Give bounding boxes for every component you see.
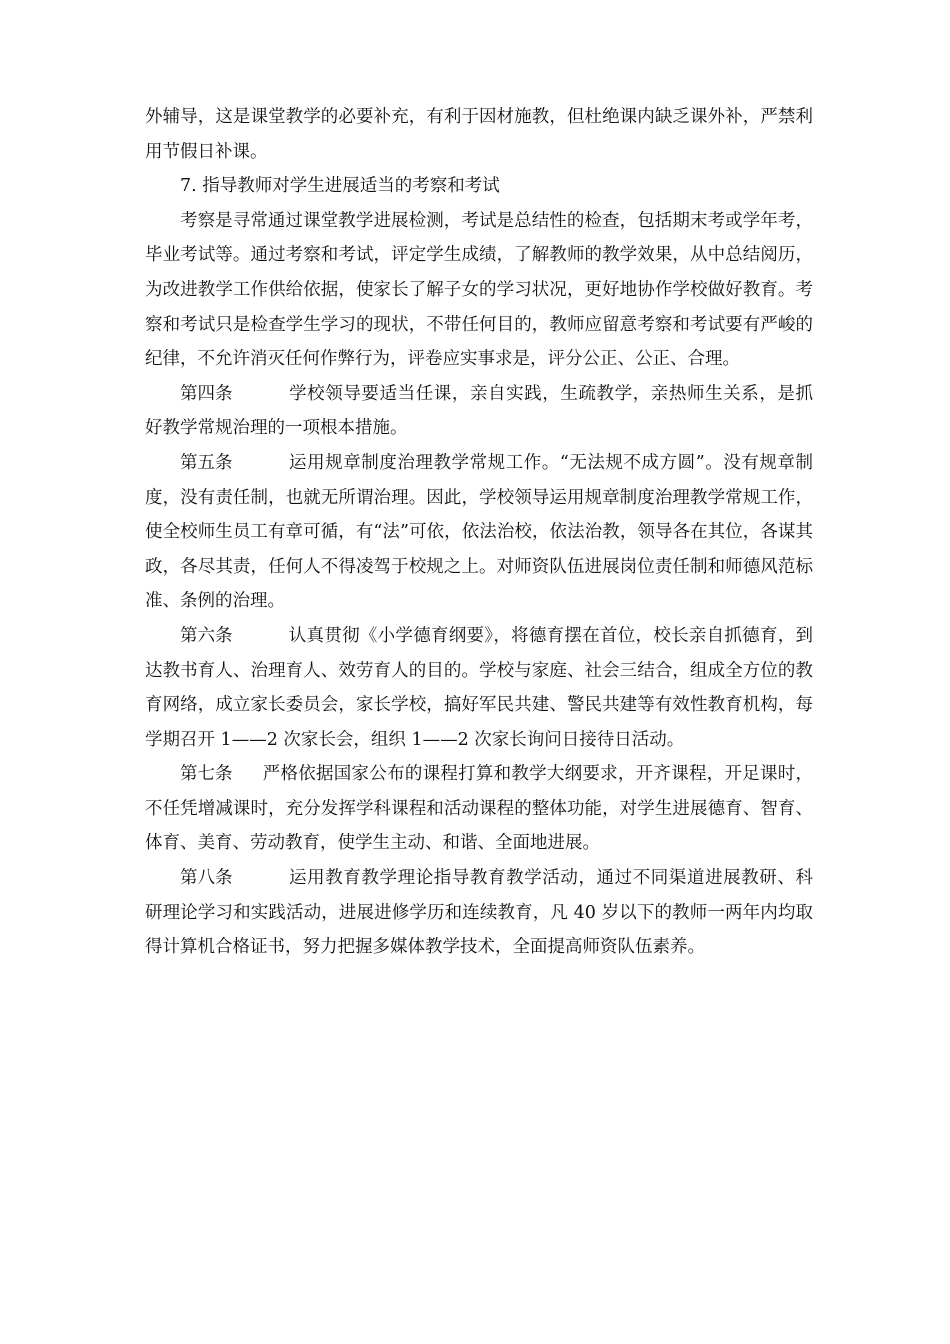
- article-number: 第七条: [180, 764, 233, 785]
- article-8: [145, 861, 813, 965]
- article-4: [145, 377, 813, 446]
- section-heading-7: [145, 169, 813, 204]
- paragraph-assessment: [145, 204, 813, 377]
- paragraph-text: 外辅导，这是课堂教学的必要补充，有利于因材施教，但杜绝课内缺乏课外补，严禁利用节假日补课。: [145, 107, 813, 162]
- article-6: [145, 619, 813, 757]
- paragraph-text: 学校领导要适当任课，亲自实践，生疏教学，亲热师生关系，是抓好教学常规治理的一项根本措施。: [145, 383, 813, 439]
- paragraph-text: 考察是寻常通过课堂教学进展检测，考试是总结性的检查，包括期末考或学年考，毕业考试等。通过考察和考试，评定学生成绩，了解教师的教学效果，从中总结阅历，为改进教学工作供给依据，使家长了解子女的学习状况，更好地协作学校做好教育。考察和考试只是检查学生学习的现状，不带任何目的，教师应留意考察和考试要有严峻的纪律，不允许消灭任何作弊行为，评卷应实事求是，评分公正、公正、合理。: [145, 210, 813, 370]
- paragraph-text: 运用规章制度治理教学常规工作。“无法规不成方圆”。没有规章制度，没有责任制，也就无所谓治理。因此，学校领导运用规章制度治理教学常规工作，使全校师生员工有章可循，有“法”可依，依法治校，依法治教，领导各在其位，各谋其政，各尽其责，任何人不得凌驾于校规之上。对师资队伍进展岗位责任制和师德风范标准、条例的治理。: [145, 452, 813, 612]
- article-5: [145, 446, 813, 619]
- paragraph-text: 运用教育教学理论指导教育教学活动，通过不同渠道进展教研、科研理论学习和实践活动，进展进修学历和连续教育，凡 40 岁以下的教师一两年内均取得计算机合格证书，努力把握多媒体教学技术，全面提高师资队伍素养。: [145, 868, 813, 958]
- article-number: 第六条: [180, 625, 233, 646]
- paragraph-text: 7. 指导教师对学生进展适当的考察和考试: [180, 176, 500, 197]
- article-7: [145, 757, 813, 861]
- article-number: 第四条: [180, 383, 233, 404]
- document-body: [145, 100, 813, 965]
- article-number: 第五条: [180, 452, 233, 473]
- article-number: 第八条: [180, 868, 233, 889]
- paragraph-continuation: [145, 100, 813, 169]
- paragraph-text: 严格依据国家公布的课程打算和教学大纲要求，开齐课程，开足课时，不任凭增减课时，充分发挥学科课程和活动课程的整体功能，对学生进展德育、智育、体育、美育、劳动教育，使学生主动、和谐、全面地进展。: [145, 764, 813, 854]
- paragraph-text: 认真贯彻《小学德育纲要》，将德育摆在首位，校长亲自抓德育，到达教书育人、治理育人、效劳育人的目的。学校与家庭、社会三结合，组成全方位的教育网络，成立家长委员会，家长学校，搞好军民共建、警民共建等有效性教育机构，每学期召开 1——2 次家长会，组织 1——2 次家长询问日接待日活动。: [145, 625, 813, 750]
